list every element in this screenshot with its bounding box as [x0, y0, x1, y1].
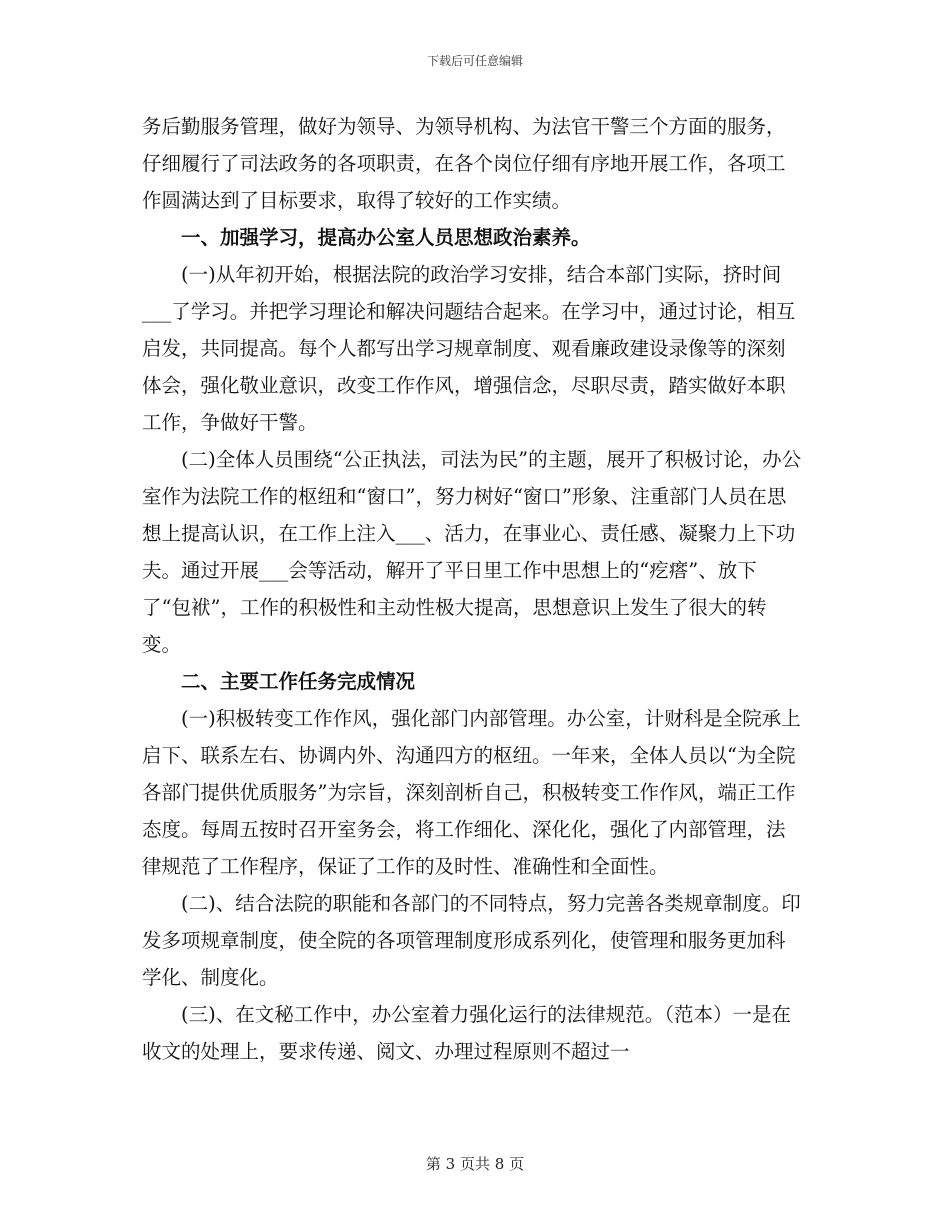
section-heading-1: 一、加强学习，提高办公室人员思想政治素养。	[181, 226, 591, 249]
paragraph: (三)、在文秘工作中，办公室着力强化运行的法律规范。（范本）一是在收文的处理上，要求传递、阅文、办理过程原则不超过一	[142, 1003, 791, 1063]
section-heading-2: 二、主要工作任务完成情况	[181, 670, 416, 693]
page-footer: 第 3 页共 8 页	[425, 1155, 525, 1173]
paragraph: (二)全体人员围绕“公正执法，司法为民”的主题，展开了积极讨论，办公室作为法院工作的枢纽和“窗口”，努力树好“窗口”形象、注重部门人员在思想上提高认识，在工作上注入___、活力，在事业心、责任感、凝聚力上下功夫。通过开展___会等活动，解开了平日里工作中思想上的“疙瘩”、放下了“包袱”，工作的积极性和主动性极大提高，思想意识上发生了很大的转变。	[142, 448, 802, 656]
document-body	[142, 108, 802, 1070]
paragraph: (二)、结合法院的职能和各部门的不同特点，努力完善各类规章制度。印发多项规章制度，使全院的各项管理制度形成系列化，使管理和服务更加科学化、制度化。	[142, 892, 801, 989]
paragraph: (一)从年初开始，根据法院的政治学习安排，结合本部门实际，挤时间___了学习。并把学习理论和解决问题结合起来。在学习中，通过讨论，相互启发，共同提高。每个人都写出学习规章制度、观看廉政建设录像等的深刻体会，强化敬业意识，改变工作作风，增强信念，尽职尽责，踏实做好本职工作，争做好干警。	[142, 263, 796, 434]
paragraph-continuation: 务后勤服务管理，做好为领导、为领导机构、为法官干警三个方面的服务，仔细履行了司法政务的各项职责，在各个岗位仔细有序地开展工作，各项工作圆满达到了目标要求，取得了较好的工作实绩。	[142, 115, 786, 212]
paragraph: (一)积极转变工作作风，强化部门内部管理。办公室，计财科是全院承上启下、联系左右、协调内外、沟通四方的枢纽。一年来，全体人员以“为全院各部门提供优质服务”为宗旨，深刻剖析自己，积极转变工作作风，端正工作态度。每周五按时召开室务会，将工作细化、深化化，强化了内部管理，法律规范了工作程序，保证了工作的及时性、准确性和全面性。	[142, 707, 801, 878]
page-header: 下载后可任意编辑	[426, 54, 523, 68]
